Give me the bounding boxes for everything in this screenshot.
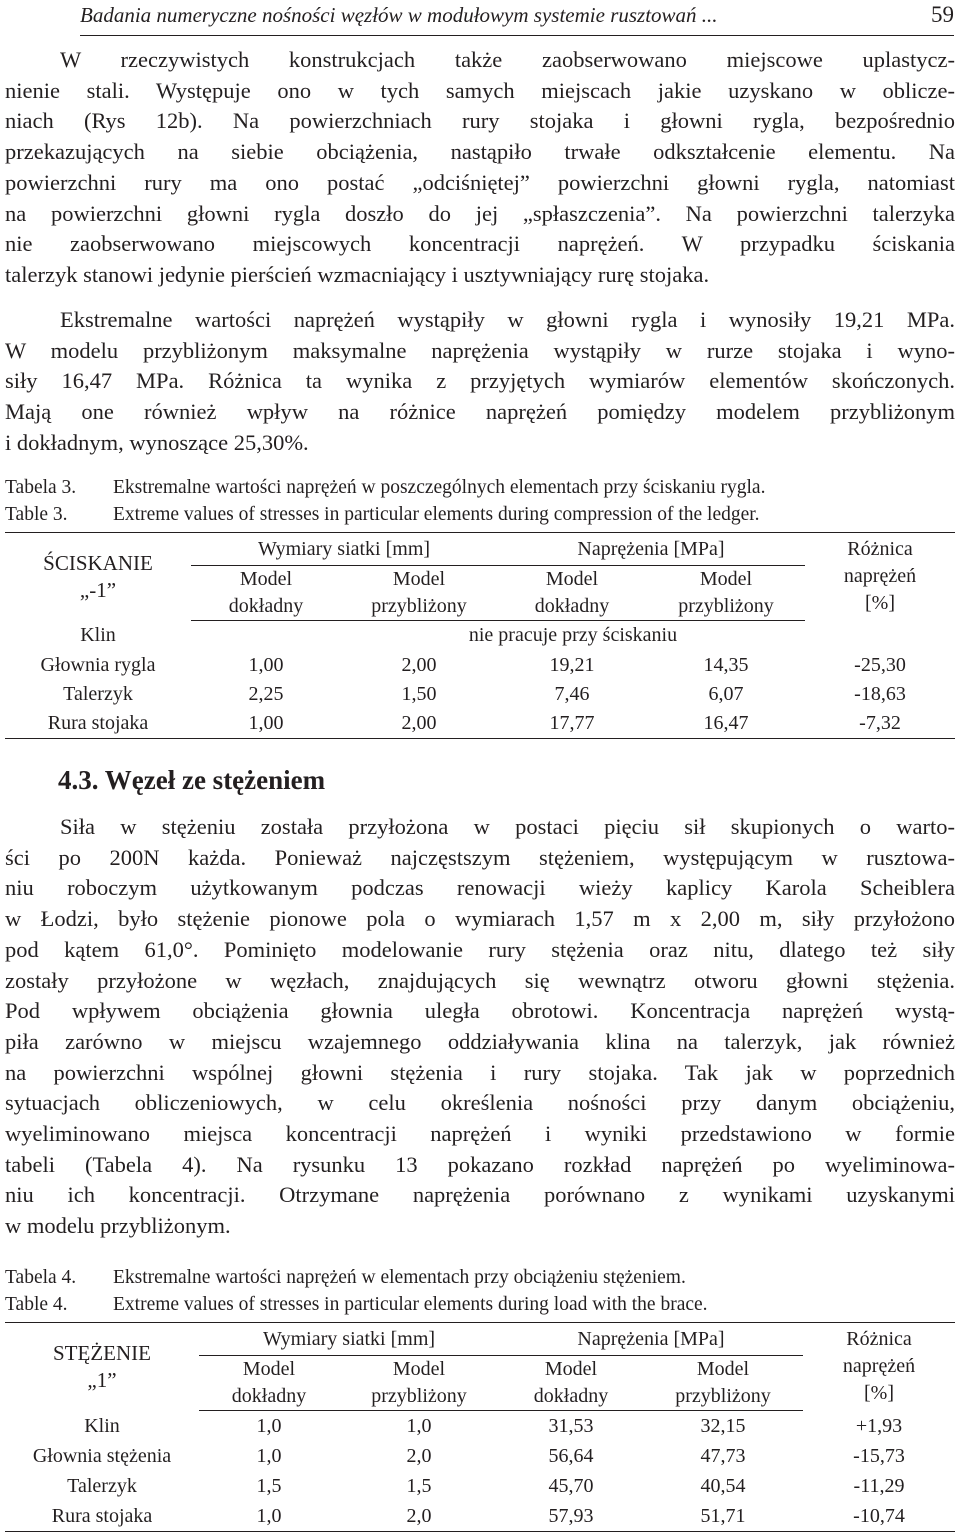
diff-header — [803, 1323, 955, 1411]
table-4 — [5, 1322, 955, 1532]
caption-label: Table 3. — [5, 504, 68, 525]
group-header-stress: Naprężenia [MPa] — [499, 1323, 803, 1356]
col-header-type: przybliżony — [675, 1385, 771, 1407]
diff-header-line: naprężeń — [842, 1355, 916, 1378]
row-label: Talerzyk — [67, 1475, 137, 1497]
paragraph-line: powierzchni rury ma ono postać „odciśniętej” powierzchni głowni rygla, natomiast — [5, 169, 955, 195]
table-row — [5, 709, 955, 739]
cell-mesh-approx: 2,0 — [406, 1445, 432, 1467]
col-header-model: Model — [545, 568, 599, 590]
paragraph-line: Ekstremalne wartości naprężeń wystąpiły w głowni rygla i wynosiły 19,21 MPa. — [60, 307, 955, 332]
cell-stress-exact: 17,77 — [497, 709, 647, 739]
cell-stress-exact: 19,21 — [549, 653, 595, 676]
diff-header-line: [%] — [865, 592, 895, 615]
paragraph-line: w modelu przybliżonym. — [5, 1213, 231, 1239]
cell-diff: -7,32 — [805, 709, 955, 739]
caption-label: Table 4. — [5, 1294, 68, 1315]
paragraph-line: pod kątem 61,0°. Pominięto modelowanie rury stężenia oraz nitu, dlatego też siły — [5, 936, 955, 962]
cell-mesh-exact: 1,5 — [256, 1475, 282, 1497]
cell-stress-approx: 6,07 — [708, 682, 744, 705]
paragraph-line: siły 16,47 MPa. Różnica ta wynika z przyjętych wymiarów elementów skończonych. — [5, 368, 955, 394]
row-header-sub: „1” — [87, 1367, 117, 1392]
cell-mesh-exact: 2,25 — [248, 682, 284, 705]
table-row — [5, 680, 955, 709]
cell-stress-approx: 51,71 — [643, 1502, 803, 1532]
col-header-type: przybliżony — [371, 595, 467, 617]
col-header-model: Model — [392, 568, 446, 590]
table-row — [5, 1502, 955, 1532]
paragraph-line: na powierzchni głowni rygla doszło do jej „spłaszczenia”. Na powierzchni talerzyka — [5, 200, 955, 226]
paragraph-line: Pod wpływem obciążenia głownia uległa obrotowi. Koncentracja naprężeń wystą- — [5, 998, 955, 1024]
table-row — [5, 1442, 955, 1472]
table-header-row — [5, 533, 955, 566]
paragraph-line: Mają one również wpływ na różnice naprężeń pomiędzy modelem przybliżonym — [5, 399, 955, 425]
cell-mesh-approx: 2,00 — [401, 653, 437, 676]
paragraph-line: na powierzchni wspólnej głowni stężenia i rury stojaka. Tak jak w poprzednich — [5, 1059, 955, 1085]
caption-text: Extreme values of stresses in particular elements during compression of the ledger. — [113, 504, 760, 525]
paragraph-extreme-values — [5, 305, 955, 459]
col-header — [497, 566, 647, 621]
cell-diff: +1,93 — [855, 1414, 903, 1437]
paragraph-line: talerzyk stanowi jedynie pierścień wzmacniający i usztywniający rurę stojaka. — [5, 261, 710, 287]
col-header-type: dokładny — [231, 1385, 307, 1407]
col-header-model: Model — [544, 1358, 598, 1380]
cell-stress-exact: 45,70 — [548, 1475, 594, 1497]
row-label: Rura stojaka — [5, 1502, 199, 1532]
col-header-type: dokładny — [533, 1385, 609, 1407]
col-header — [647, 566, 805, 621]
cell-mesh-approx: 1,5 — [406, 1475, 432, 1497]
row-header-sub: „-1” — [79, 577, 117, 602]
group-header-mesh: Wymiary siatki [mm] — [199, 1323, 499, 1356]
cell-stress-exact: 56,64 — [548, 1445, 594, 1467]
diff-header-line: Różnica — [846, 1328, 912, 1351]
cell-mesh-exact: 1,0 — [199, 1502, 339, 1532]
col-header — [341, 566, 497, 621]
table-row-header — [5, 533, 191, 621]
col-header — [339, 1356, 499, 1411]
paragraph-line: W rzeczywistych konstrukcjach także zaobserwowano miejscowe uplastycz- — [60, 47, 955, 72]
paragraph-line: niach (Rys 12b). Na powierzchniach rury stojaka i głowni rygla, bezpośrednio — [5, 108, 955, 134]
col-header-model: Model — [239, 568, 293, 590]
paragraph-line: w Łodzi, było stężenie pionowe pola o wymiarach 1,57 m x 2,00 m, siły przyłożono — [5, 906, 955, 932]
group-header-mesh: Wymiary siatki [mm] — [191, 533, 497, 566]
table-row — [5, 1472, 955, 1502]
page-number: 59 — [931, 2, 954, 27]
row-label: Głownia rygla — [40, 653, 156, 676]
row-label: Klin — [84, 1414, 120, 1437]
cell-diff: -10,74 — [803, 1502, 955, 1532]
col-header — [191, 566, 341, 621]
table-header-row — [5, 1323, 955, 1356]
cell-stress-approx: 16,47 — [647, 709, 805, 739]
cell-diff: -15,73 — [853, 1445, 905, 1467]
row-label: Talerzyk — [63, 682, 133, 705]
paragraph-line: W modelu przybliżonym maksymalne naprężenia wystąpiły w rurze stojaka i wyno- — [5, 337, 955, 363]
paragraph-observations — [5, 45, 955, 291]
cell-mesh-exact: 1,0 — [256, 1414, 282, 1437]
cell-mesh-approx: 2,0 — [339, 1502, 499, 1532]
paragraph-line: niu ich koncentracji. Otrzymane naprężenia porównano z wynikami uzyskanymi — [5, 1182, 955, 1208]
col-header — [499, 1356, 643, 1411]
paragraph-line: nienie stali. Występuje ono w tych samych miejscach jakie uzyskano w oblicze- — [5, 77, 955, 103]
caption-label: Tabela 4. — [5, 1267, 77, 1288]
col-header-model: Model — [699, 568, 753, 590]
cell-mesh-exact: 1,00 — [248, 653, 284, 676]
cell-stress-approx: 14,35 — [703, 653, 749, 676]
paragraph-line: zostały przyłożone w węzłach, znajdujących się wewnątrz otworu głowni stężenia. — [5, 967, 955, 993]
cell-stress-exact: 31,53 — [548, 1414, 594, 1437]
cell-mesh-exact: 1,0 — [256, 1445, 282, 1467]
caption-text: Extreme values of stresses in particular elements during load with the brace. — [113, 1294, 708, 1315]
caption-label: Tabela 3. — [5, 477, 77, 498]
col-header — [199, 1356, 339, 1411]
paragraph-line: sytuacjach obliczeniowych, w celu określenia nośności przy danym obciążeniu, — [5, 1090, 955, 1116]
caption-text: Ekstremalne wartości naprężeń w elementach przy obciążeniu stężeniem. — [113, 1267, 686, 1288]
running-header — [80, 0, 954, 36]
row-header-title: STĘŻENIE — [53, 1340, 151, 1365]
cell-diff: -18,63 — [854, 682, 906, 705]
table4-caption — [5, 1264, 955, 1318]
diff-header-line: naprężeń — [843, 565, 917, 588]
cell-stress-approx: 40,54 — [700, 1475, 746, 1497]
table-row — [5, 621, 955, 651]
row-label: Głownia stężenia — [32, 1445, 172, 1467]
row-header-title: ŚCISKANIE — [43, 550, 153, 575]
paragraph-line: niu roboczym użytkowanym podczas renowacji wieży kaplicy Karola Scheiblera — [5, 875, 955, 901]
table-3 — [5, 532, 955, 739]
paragraph-line: nie zaobserwowano miejscowych koncentracji naprężeń. W przypadku ściskania — [5, 231, 955, 257]
paragraph-line: Siła w stężeniu została przyłożona w postaci pięciu sił skupionych o warto- — [60, 814, 955, 839]
paragraph-line: i dokładnym, wynoszące 25,30%. — [5, 429, 309, 455]
caption-text: Ekstremalne wartości naprężeń w poszczególnych elementach przy ściskaniu rygla. — [113, 477, 766, 498]
col-header-type: dokładny — [534, 595, 610, 617]
paragraph-line: tabeli (Tabela 4). Na rysunku 13 pokazano rozkład naprężeń po wyeliminowa- — [5, 1151, 955, 1177]
col-header-type: przybliżony — [371, 1385, 467, 1407]
table3-caption — [5, 474, 955, 528]
cell-stress-exact: 57,93 — [499, 1502, 643, 1532]
table-row — [5, 651, 955, 680]
paragraph-line: piła zarówno w miejscu wzajemnego oddziaływania klina na talerzyk, jak również — [5, 1028, 955, 1054]
diff-header — [805, 533, 955, 621]
section-heading: 4.3. Węzeł ze stężeniem — [58, 765, 326, 795]
cell-diff: -11,29 — [853, 1475, 905, 1497]
cell-stress-approx: 47,73 — [700, 1445, 746, 1467]
paragraph-line: przekazujących na siebie obciążenia, nastąpiło trwałe odkształcenie elementu. Na — [5, 139, 955, 165]
col-header-type: przybliżony — [678, 595, 774, 617]
col-header-model: Model — [242, 1358, 296, 1380]
paragraph-line: wyeliminowano miejsca koncentracji naprężeń i wyniki przedstawiono w formie — [5, 1121, 955, 1147]
cell-mesh-approx: 1,50 — [401, 682, 437, 705]
cell-mesh-exact: 1,00 — [191, 709, 341, 739]
col-header-type: dokładny — [228, 595, 304, 617]
running-title: Badania numeryczne nośności węzłów w modułowym systemie rusztowań ... — [80, 3, 718, 27]
row-label: Rura stojaka — [5, 709, 191, 739]
col-header-model: Model — [392, 1358, 446, 1380]
row-note: nie pracuje przy ściskaniu — [468, 624, 678, 647]
paragraph-brace-node — [5, 812, 955, 1242]
cell-stress-approx: 32,15 — [700, 1414, 746, 1437]
cell-mesh-approx: 2,00 — [341, 709, 497, 739]
col-header-model: Model — [696, 1358, 750, 1380]
cell-stress-exact: 7,46 — [554, 682, 590, 705]
paragraph-line: ści po 200N każda. Ponieważ najczęstszym stężeniem, występującym w rusztowa- — [5, 844, 955, 870]
row-label: Klin — [80, 624, 116, 646]
cell-diff: -25,30 — [854, 653, 906, 676]
diff-header-line: Różnica — [847, 538, 913, 561]
col-header — [643, 1356, 803, 1411]
table-row — [5, 1411, 955, 1442]
diff-header-line: [%] — [864, 1382, 894, 1405]
table-row-header — [5, 1323, 199, 1411]
cell-mesh-approx: 1,0 — [406, 1414, 432, 1437]
group-header-stress: Naprężenia [MPa] — [497, 533, 805, 566]
